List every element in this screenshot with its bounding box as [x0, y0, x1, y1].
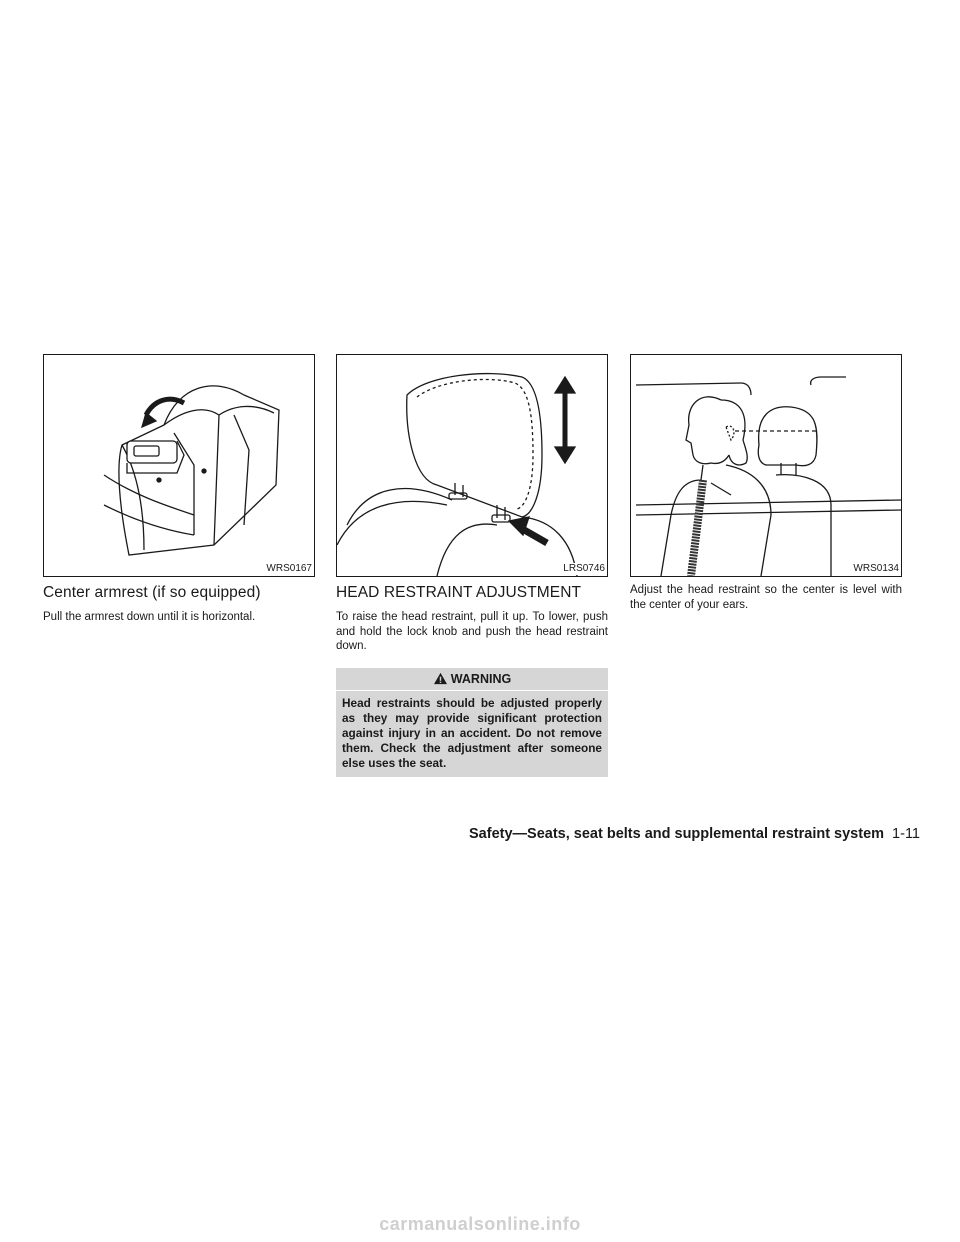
body-text: Pull the armrest down until it is horizontal.	[43, 611, 256, 623]
section-heading: HEAD RESTRAINT ADJUSTMENT	[336, 584, 582, 601]
warning-title	[336, 668, 608, 690]
figure-code: WRS0167	[266, 563, 312, 574]
head-restraint-adjust-illustration	[337, 355, 607, 576]
footer-section-title: Safety—Seats, seat belts and supplemental restraint system	[469, 826, 885, 842]
figure-head-restraint	[336, 354, 608, 577]
figure-code: LRS0746	[563, 563, 605, 574]
section-heading: Center armrest (if so equipped)	[43, 584, 261, 601]
column-head-restraint-position	[630, 354, 902, 612]
body-text: Adjust the head restraint so the center is level with the center of your ears.	[630, 584, 902, 611]
column-center-armrest	[43, 354, 315, 625]
figure-armrest	[43, 354, 315, 577]
rear-seat-armrest-illustration	[44, 355, 314, 576]
warning-box	[336, 668, 608, 777]
warning-text: Head restraints should be adjusted properly as they may provide significant protection against injury in an accident. Do not remove them. Check the adjustment after someone else uses the seat.	[336, 690, 608, 771]
head-restraint-position-illustration	[631, 355, 901, 576]
watermark: carmanualsonline.info	[379, 1214, 581, 1234]
figure-code: WRS0134	[853, 563, 899, 574]
warning-triangle-icon	[433, 672, 448, 685]
column-head-restraint	[336, 354, 608, 777]
body-text: To raise the head restraint, pull it up. To lower, push and hold the lock knob and push the head restraint down.	[336, 611, 608, 652]
page-number: 1-11	[892, 826, 920, 842]
warning-title-text: WARNING	[450, 671, 512, 686]
figure-head-position	[630, 354, 902, 577]
page-footer	[426, 826, 920, 842]
